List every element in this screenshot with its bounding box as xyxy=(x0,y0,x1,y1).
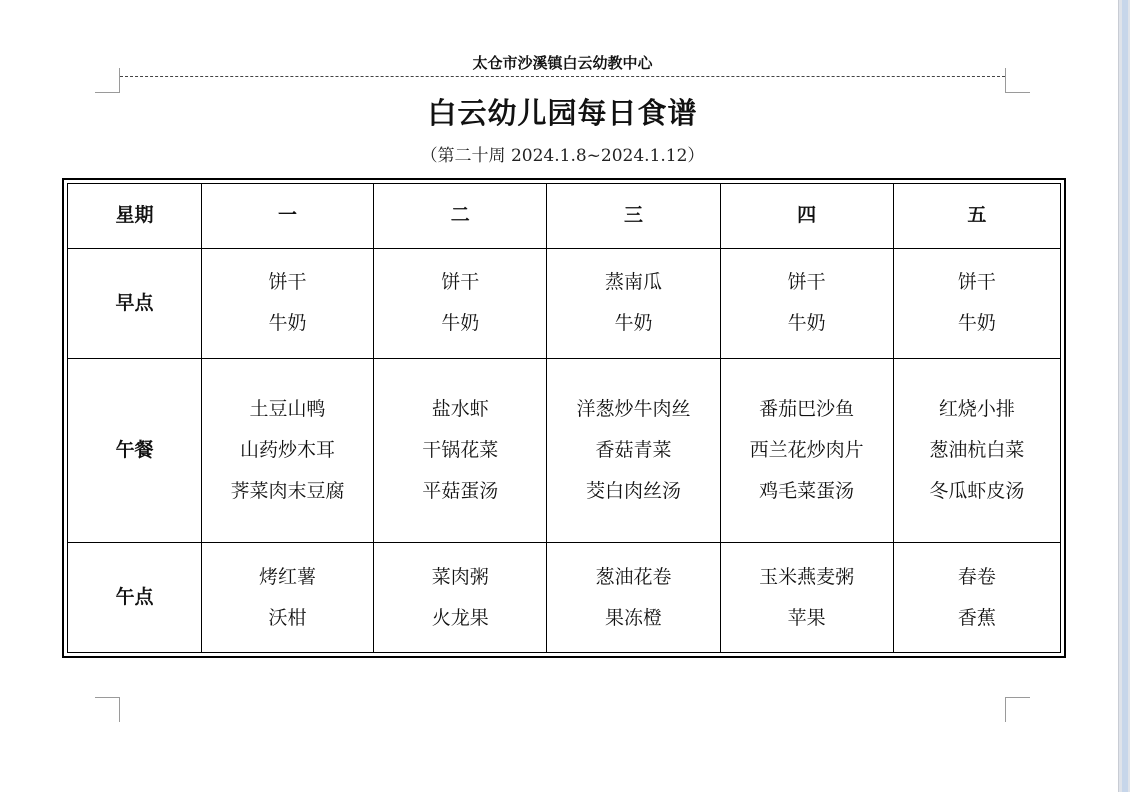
corner-cell: 星期 xyxy=(68,184,202,249)
dish-item: 山药炒木耳 xyxy=(240,438,336,461)
menu-cell xyxy=(720,358,893,543)
dish-item: 苹果 xyxy=(787,606,826,629)
dish-item: 红烧小排 xyxy=(938,397,1015,420)
dish-item: 饼干 xyxy=(441,271,480,294)
dish-item: 牛奶 xyxy=(268,312,307,335)
row-header-meal: 午点 xyxy=(68,543,202,653)
column-header-day: 三 xyxy=(547,184,720,249)
menu-cell xyxy=(547,358,720,543)
menu-cell xyxy=(201,358,373,543)
menu-cell xyxy=(547,248,720,358)
header-divider xyxy=(120,76,1005,77)
menu-cell xyxy=(893,248,1060,358)
dish-item: 沃柑 xyxy=(268,606,307,629)
dish-item: 菜肉粥 xyxy=(431,565,489,588)
table-row xyxy=(68,248,1061,358)
document-subtitle: （第二十周 2024.1.8~2024.1.12） xyxy=(420,146,705,166)
menu-cell xyxy=(547,543,720,653)
row-header-meal: 午餐 xyxy=(68,358,202,543)
dish-item: 鸡毛菜蛋汤 xyxy=(759,479,855,502)
dish-item: 土豆山鸭 xyxy=(249,397,326,420)
dish-item: 玉米燕麦粥 xyxy=(759,565,855,588)
margin-mark-bottom-right xyxy=(1005,697,1030,722)
dish-item: 茭白肉丝汤 xyxy=(585,479,681,502)
menu-cell xyxy=(201,248,373,358)
menu-table-frame xyxy=(62,178,1066,658)
dish-item: 荠菜肉末豆腐 xyxy=(230,479,345,502)
column-header-day: 一 xyxy=(201,184,373,249)
dish-item: 果冻橙 xyxy=(604,606,662,629)
scrollbar-track[interactable] xyxy=(1122,0,1128,792)
dish-item: 西兰花炒肉片 xyxy=(749,438,864,461)
table-row xyxy=(68,358,1061,543)
vertical-scrollbar[interactable] xyxy=(1118,0,1130,792)
dish-item: 饼干 xyxy=(268,271,307,294)
menu-cell xyxy=(720,543,893,653)
dish-item: 冬瓜虾皮汤 xyxy=(929,479,1025,502)
menu-cell xyxy=(893,543,1060,653)
menu-cell xyxy=(893,358,1060,543)
dish-item: 干锅花菜 xyxy=(422,438,499,461)
dish-item: 蒸南瓜 xyxy=(604,271,662,294)
dish-item: 牛奶 xyxy=(614,312,653,335)
margin-mark-top-right xyxy=(1005,68,1030,93)
column-header-day: 二 xyxy=(374,184,547,249)
dish-item: 牛奶 xyxy=(787,312,826,335)
dish-item: 牛奶 xyxy=(441,312,480,335)
margin-mark-top-left xyxy=(95,68,120,93)
dish-item: 饼干 xyxy=(957,271,996,294)
page-header-organization: 太仓市沙溪镇白云幼教中心 xyxy=(472,54,653,72)
menu-cell xyxy=(720,248,893,358)
table-header-row xyxy=(68,184,1061,249)
dish-item: 饼干 xyxy=(787,271,826,294)
table-row xyxy=(68,543,1061,653)
menu-table xyxy=(67,183,1061,653)
dish-item: 平菇蛋汤 xyxy=(422,479,499,502)
margin-mark-bottom-left xyxy=(95,697,120,722)
dish-item: 牛奶 xyxy=(957,312,996,335)
dish-item: 春卷 xyxy=(957,565,996,588)
document-title: 白云幼儿园每日食谱 xyxy=(427,96,698,130)
row-header-meal: 早点 xyxy=(68,248,202,358)
dish-item: 火龙果 xyxy=(431,606,489,629)
menu-cell xyxy=(374,248,547,358)
dish-item: 番茄巴沙鱼 xyxy=(759,397,855,420)
dish-item: 香菇青菜 xyxy=(595,438,672,461)
dish-item: 烤红薯 xyxy=(259,565,317,588)
dish-item: 葱油杭白菜 xyxy=(929,438,1025,461)
dish-item: 洋葱炒牛肉丝 xyxy=(576,397,691,420)
menu-cell xyxy=(201,543,373,653)
dish-item: 香蕉 xyxy=(957,606,996,629)
dish-item: 葱油花卷 xyxy=(595,565,672,588)
column-header-day: 四 xyxy=(720,184,893,249)
dish-item: 盐水虾 xyxy=(431,397,489,420)
menu-cell xyxy=(374,358,547,543)
column-header-day: 五 xyxy=(893,184,1060,249)
menu-cell xyxy=(374,543,547,653)
